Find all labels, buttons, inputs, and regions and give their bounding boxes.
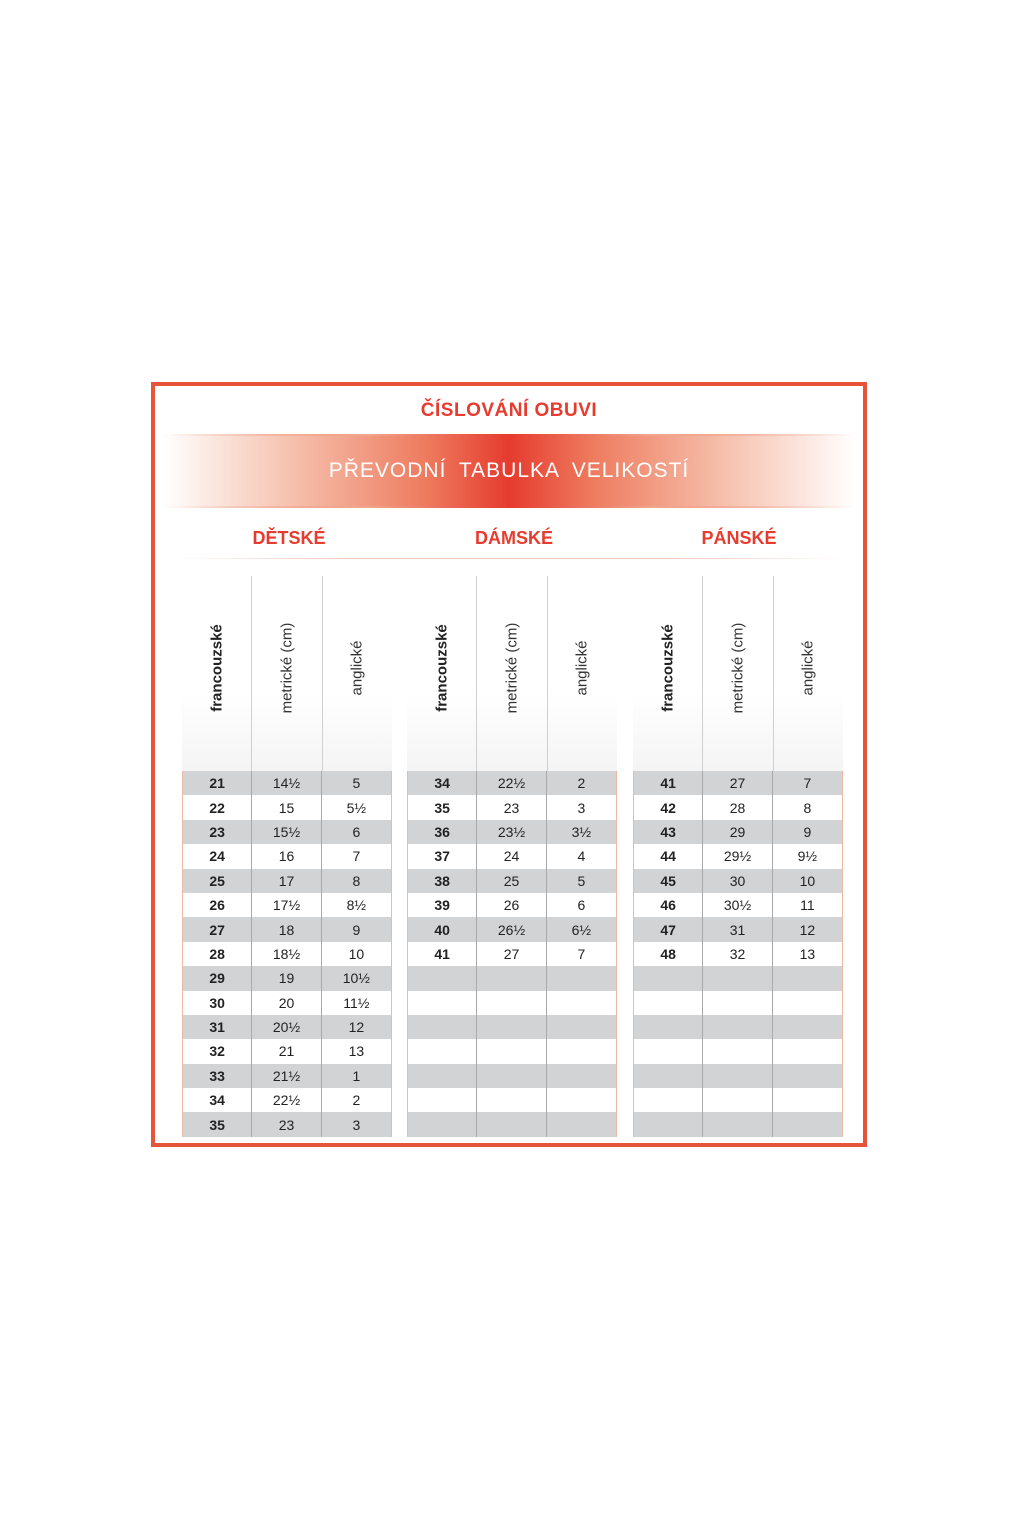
english-size-cell: [773, 1039, 842, 1063]
french-size-cell: 38: [408, 869, 477, 893]
table-row: [183, 966, 391, 990]
metric-size-cell: 14½: [252, 771, 321, 795]
table-row: [634, 771, 842, 795]
french-size-cell: 37: [408, 844, 477, 868]
metric-size-cell: 29½: [703, 844, 772, 868]
table-row: [183, 771, 391, 795]
metric-size-cell: 21: [252, 1039, 321, 1063]
english-size-cell: 6½: [571, 921, 592, 938]
english-size-cell: 7: [577, 945, 586, 962]
table-row: [408, 893, 616, 917]
column-header-cell: [323, 576, 392, 771]
table-row: [408, 942, 616, 966]
english-size-cell: [547, 1039, 616, 1063]
table-row: [408, 771, 616, 795]
table-row: [634, 893, 842, 917]
table-header: [633, 576, 843, 771]
table-header: [407, 576, 617, 771]
table-row: [408, 1088, 616, 1112]
table-row: [408, 1039, 616, 1063]
french-size-cell: 40: [408, 917, 477, 941]
french-size-cell: [634, 1039, 703, 1063]
metric-size-cell: [477, 1064, 546, 1088]
table-row: [183, 1015, 391, 1039]
french-size-cell: [408, 1015, 477, 1039]
metric-size-cell: 26½: [477, 917, 546, 941]
table-row: [408, 966, 616, 990]
english-size-cell: 10: [799, 872, 816, 889]
metric-size-cell: 22½: [252, 1088, 321, 1112]
table-row: [634, 844, 842, 868]
english-size-cell: 11½: [343, 994, 370, 1011]
table-row: [408, 917, 616, 941]
french-size-cell: 32: [183, 1039, 252, 1063]
table-row: [634, 869, 842, 893]
french-size-cell: 30: [183, 991, 252, 1015]
metric-size-cell: 26: [477, 893, 546, 917]
english-size-cell: [773, 1112, 842, 1136]
column-header-cell: [407, 576, 477, 771]
table-row: [634, 1112, 842, 1136]
column-header-label: francouzské: [433, 624, 451, 712]
french-size-cell: [634, 1015, 703, 1039]
english-size-cell: [773, 1015, 842, 1039]
english-size-cell: 13: [348, 1043, 365, 1060]
metric-size-cell: [703, 1112, 772, 1136]
table-row: [408, 820, 616, 844]
metric-size-cell: 17: [252, 869, 321, 893]
french-size-cell: 23: [183, 820, 252, 844]
english-size-cell: 11: [800, 897, 815, 914]
table-row: [183, 942, 391, 966]
metric-size-cell: 27: [477, 942, 546, 966]
english-size-cell: 9: [352, 921, 361, 938]
french-size-cell: [408, 991, 477, 1015]
french-size-cell: 47: [634, 917, 703, 941]
french-size-cell: 34: [408, 771, 477, 795]
table-row: [408, 844, 616, 868]
column-header-label: anglické: [799, 640, 817, 696]
metric-size-cell: 23½: [477, 820, 546, 844]
french-size-cell: [408, 1064, 477, 1088]
french-size-cell: 35: [183, 1112, 252, 1136]
english-size-cell: 6: [577, 897, 586, 914]
column-header-cell: [182, 576, 252, 771]
table-row: [183, 844, 391, 868]
table-row: [408, 795, 616, 819]
column-header-label: francouzské: [208, 624, 226, 712]
column-header-label: anglické: [573, 640, 591, 696]
english-size-cell: 9½: [797, 848, 818, 865]
english-size-cell: 12: [799, 921, 816, 938]
table-row: [183, 991, 391, 1015]
table-row: [183, 869, 391, 893]
french-size-cell: 35: [408, 795, 477, 819]
table-row: [183, 795, 391, 819]
french-size-cell: 21: [183, 771, 252, 795]
french-size-cell: 26: [183, 893, 252, 917]
english-size-cell: 12: [348, 1019, 365, 1036]
table-row: [183, 820, 391, 844]
metric-size-cell: [477, 966, 546, 990]
metric-size-cell: 25: [477, 869, 546, 893]
english-size-cell: [773, 991, 842, 1015]
metric-size-cell: 17½: [252, 893, 321, 917]
metric-size-cell: [703, 1064, 772, 1088]
metric-size-cell: [477, 1112, 546, 1136]
french-size-cell: 45: [634, 869, 703, 893]
table-row: [183, 917, 391, 941]
english-size-cell: 8: [803, 799, 812, 816]
table-body: [633, 771, 843, 1137]
metric-size-cell: 30½: [703, 893, 772, 917]
table-row: [183, 1112, 391, 1136]
table-row: [183, 893, 391, 917]
english-size-cell: 8½: [346, 897, 367, 914]
english-size-cell: 10½: [342, 970, 370, 987]
column-header-cell: [548, 576, 617, 771]
table-row: [634, 1064, 842, 1088]
column-header-cell: [703, 576, 773, 771]
french-size-cell: 33: [183, 1064, 252, 1088]
english-size-cell: 8: [352, 872, 361, 889]
metric-size-cell: [703, 1088, 772, 1112]
category-divider: [175, 558, 843, 559]
french-size-cell: 42: [634, 795, 703, 819]
french-size-cell: [634, 966, 703, 990]
table-body: [407, 771, 617, 1137]
metric-size-cell: [477, 1039, 546, 1063]
french-size-cell: [408, 966, 477, 990]
metric-size-cell: 18: [252, 917, 321, 941]
table-row: [408, 1112, 616, 1136]
french-size-cell: 22: [183, 795, 252, 819]
french-size-cell: 48: [634, 942, 703, 966]
french-size-cell: [408, 1039, 477, 1063]
english-size-cell: [547, 966, 616, 990]
english-size-cell: 4: [577, 848, 586, 865]
metric-size-cell: 21½: [252, 1064, 321, 1088]
metric-size-cell: 30: [703, 869, 772, 893]
chart-subtitle: PŘEVODNÍ TABULKA VELIKOSTÍ: [328, 459, 690, 482]
column-header-label: anglické: [348, 640, 366, 696]
metric-size-cell: 23: [477, 795, 546, 819]
column-header-label: metrické (cm): [278, 622, 296, 714]
english-size-cell: 2: [577, 775, 586, 792]
metric-size-cell: 31: [703, 917, 772, 941]
english-size-cell: 9: [803, 823, 812, 840]
english-size-cell: [547, 1064, 616, 1088]
column-header-cell: [477, 576, 547, 771]
table-body: [182, 771, 392, 1137]
metric-size-cell: [477, 1088, 546, 1112]
metric-size-cell: 27: [703, 771, 772, 795]
metric-size-cell: [477, 1015, 546, 1039]
table-row: [408, 991, 616, 1015]
metric-size-cell: 15½: [252, 820, 321, 844]
english-size-cell: 6: [352, 823, 361, 840]
english-size-cell: 7: [352, 848, 361, 865]
column-header-cell: [252, 576, 322, 771]
english-size-cell: 13: [799, 945, 816, 962]
english-size-cell: [773, 1088, 842, 1112]
table-header: [182, 576, 392, 771]
english-size-cell: 3: [352, 1116, 361, 1133]
table-row: [634, 942, 842, 966]
column-header-label: metrické (cm): [729, 622, 747, 714]
metric-size-cell: 28: [703, 795, 772, 819]
category-label-children: DĚTSKÉ: [252, 528, 326, 548]
french-size-cell: 41: [634, 771, 703, 795]
french-size-cell: 43: [634, 820, 703, 844]
english-size-cell: 7: [803, 775, 812, 792]
french-size-cell: [408, 1112, 477, 1136]
table-row: [634, 1015, 842, 1039]
metric-size-cell: 18½: [252, 942, 321, 966]
english-size-cell: 5½: [346, 799, 367, 816]
size-chart-frame: [151, 382, 867, 1147]
english-size-cell: [547, 1015, 616, 1039]
metric-size-cell: [703, 991, 772, 1015]
english-size-cell: 10: [348, 945, 365, 962]
metric-size-cell: [477, 991, 546, 1015]
metric-size-cell: 22½: [477, 771, 546, 795]
english-size-cell: 5: [352, 775, 361, 792]
column-header-cell: [774, 576, 843, 771]
english-size-cell: [547, 1112, 616, 1136]
table-row: [408, 869, 616, 893]
column-header-label: francouzské: [659, 624, 677, 712]
french-size-cell: 31: [183, 1015, 252, 1039]
table-row: [634, 795, 842, 819]
french-size-cell: 25: [183, 869, 252, 893]
table-row: [634, 917, 842, 941]
table-row: [634, 1088, 842, 1112]
metric-size-cell: 20½: [252, 1015, 321, 1039]
french-size-cell: 36: [408, 820, 477, 844]
table-row: [408, 1064, 616, 1088]
metric-size-cell: 29: [703, 820, 772, 844]
table-row: [408, 1015, 616, 1039]
size-table-men: [633, 576, 843, 1137]
column-header-cell: [633, 576, 703, 771]
metric-size-cell: [703, 966, 772, 990]
size-table-children: [182, 576, 392, 1137]
english-size-cell: 3½: [571, 823, 592, 840]
french-size-cell: 46: [634, 893, 703, 917]
chart-title: ČÍSLOVÁNÍ OBUVI: [420, 400, 598, 421]
metric-size-cell: 32: [703, 942, 772, 966]
table-row: [634, 1039, 842, 1063]
size-table-women: [407, 576, 617, 1137]
metric-size-cell: 23: [252, 1112, 321, 1136]
metric-size-cell: [703, 1039, 772, 1063]
french-size-cell: [634, 1112, 703, 1136]
column-header-label: metrické (cm): [503, 622, 521, 714]
french-size-cell: 24: [183, 844, 252, 868]
french-size-cell: [634, 991, 703, 1015]
metric-size-cell: 16: [252, 844, 321, 868]
french-size-cell: [408, 1088, 477, 1112]
english-size-cell: 2: [352, 1092, 361, 1109]
table-row: [634, 991, 842, 1015]
metric-size-cell: 24: [477, 844, 546, 868]
table-row: [634, 820, 842, 844]
french-size-cell: 41: [408, 942, 477, 966]
subtitle-band: [163, 434, 855, 508]
category-label-men: PÁNSKÉ: [701, 528, 777, 548]
english-size-cell: 1: [352, 1067, 361, 1084]
english-size-cell: [773, 966, 842, 990]
table-row: [183, 1039, 391, 1063]
french-size-cell: [634, 1064, 703, 1088]
table-row: [183, 1088, 391, 1112]
english-size-cell: 5: [577, 872, 586, 889]
category-label-women: DÁMSKÉ: [474, 528, 553, 548]
french-size-cell: 27: [183, 917, 252, 941]
french-size-cell: [634, 1088, 703, 1112]
english-size-cell: 3: [577, 799, 586, 816]
french-size-cell: 34: [183, 1088, 252, 1112]
metric-size-cell: 20: [252, 991, 321, 1015]
french-size-cell: 44: [634, 844, 703, 868]
english-size-cell: [547, 1088, 616, 1112]
french-size-cell: 28: [183, 942, 252, 966]
french-size-cell: 29: [183, 966, 252, 990]
metric-size-cell: 19: [252, 966, 321, 990]
french-size-cell: 39: [408, 893, 477, 917]
metric-size-cell: [703, 1015, 772, 1039]
metric-size-cell: 15: [252, 795, 321, 819]
english-size-cell: [773, 1064, 842, 1088]
english-size-cell: [547, 991, 616, 1015]
table-row: [634, 966, 842, 990]
table-row: [183, 1064, 391, 1088]
